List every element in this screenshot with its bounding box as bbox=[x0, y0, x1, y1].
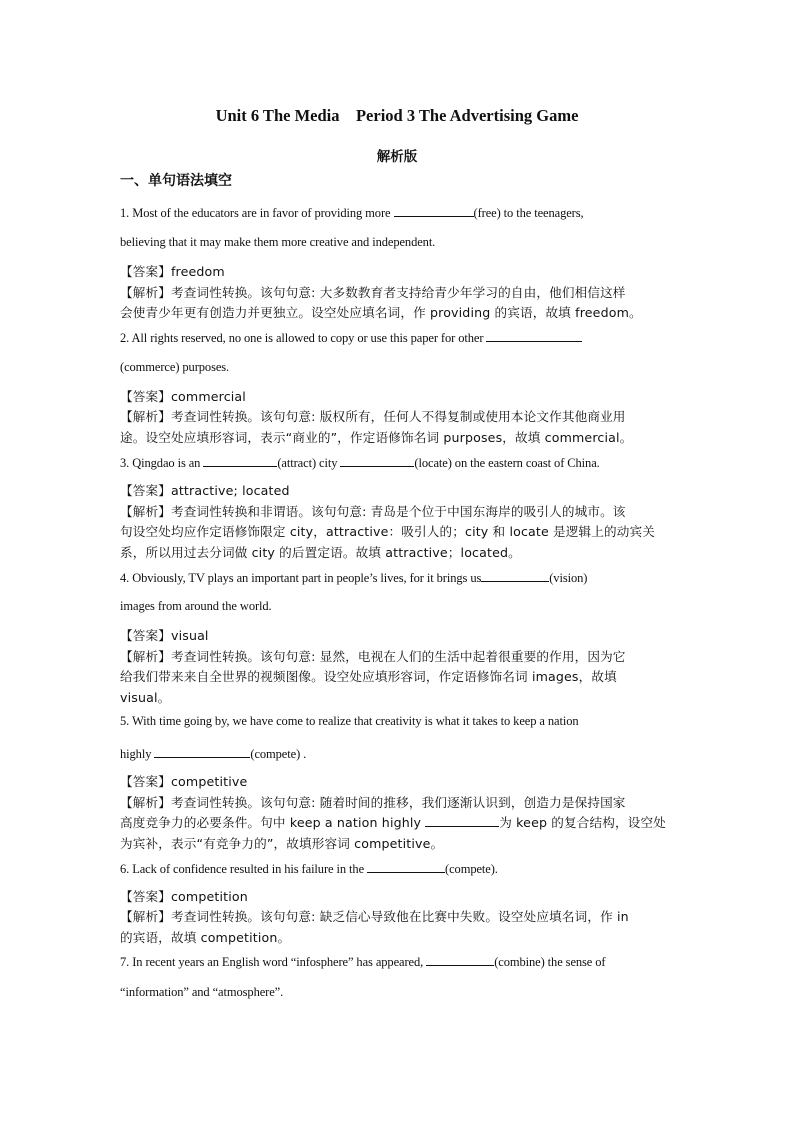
explanation-5-line2 bbox=[120, 812, 680, 831]
answer-5: 【答案】competitive bbox=[120, 774, 248, 789]
answer-6: 【答案】competition bbox=[120, 889, 248, 904]
question-4 bbox=[120, 569, 680, 586]
question-4-text-cont: (vision) bbox=[549, 571, 588, 585]
answer-4: 【答案】visual bbox=[120, 628, 209, 643]
question-1 bbox=[120, 204, 680, 221]
question-2 bbox=[120, 329, 680, 346]
explanation-4-line2: 给我们带来来自全世界的视频图像。设空处应填形容词，作定语修饰名词 images，故填 bbox=[120, 669, 617, 684]
question-3 bbox=[120, 454, 680, 471]
answer-blank bbox=[486, 329, 582, 342]
answer-1: 【答案】freedom bbox=[120, 264, 225, 279]
explanation-6-line1: 【解析】考查词性转换。该句句意: 缺乏信心导致他在比赛中失败。设空处应填名词，作 in bbox=[120, 909, 629, 924]
answer-blank bbox=[154, 745, 250, 758]
question-4-line2: images from around the world. bbox=[120, 599, 272, 613]
explanation-2-line2: 途。设空处应填形容词，表示“商业的”，作定语修饰名词 purposes，故填 commercial。 bbox=[120, 430, 633, 445]
explanation-1-line1: 【解析】考查词性转换。该句句意: 大多数教育者支持给青少年学习的自由，他们相信这样 bbox=[120, 285, 626, 300]
question-3-text-end: (locate) on the eastern coast of China. bbox=[414, 456, 600, 470]
answer-blank bbox=[367, 860, 445, 873]
answer-2: 【答案】commercial bbox=[120, 389, 246, 404]
page-title: Unit 6 The Media Period 3 The Advertising Game bbox=[215, 106, 579, 125]
question-7-line2: “information” and “atmosphere”. bbox=[120, 985, 284, 999]
explanation-4-line1: 【解析】考查词性转换。该句句意: 显然，电视在人们的生活中起着很重要的作用，因为它 bbox=[120, 649, 626, 664]
question-5-line2 bbox=[120, 745, 680, 762]
explanation-6-line2: 的宾语，故填 competition。 bbox=[120, 930, 291, 945]
question-2-text: 2. All rights reserved, no one is allowed to copy or use this paper for other bbox=[120, 331, 487, 345]
explanation-5-text: 高度竞争力的必要条件。句中 keep a nation highly bbox=[120, 815, 426, 830]
question-3-text: 3. Qingdao is an bbox=[120, 456, 204, 470]
question-1-line2: believing that it may make them more creative and independent. bbox=[120, 235, 436, 249]
answer-blank bbox=[394, 204, 474, 217]
explanation-3-line2: 句设空处均应作定语修饰限定 city，attractive：吸引人的；city 和 locate 是逻辑上的动宾关 bbox=[120, 524, 655, 539]
explanation-1-line2: 会使青少年更有创造力并更独立。设空处应填名词，作 providing 的宾语，故填 freedom。 bbox=[120, 305, 642, 320]
question-7 bbox=[120, 953, 680, 970]
question-5: 5. With time going by, we have come to realize that creativity is what it takes to keep a nation bbox=[120, 714, 579, 728]
question-6-text-cont: (compete). bbox=[445, 862, 498, 876]
question-5-text-cont: (compete) . bbox=[250, 747, 307, 761]
answer-blank bbox=[426, 953, 494, 966]
question-3-text-cont: (attract) city bbox=[277, 456, 341, 470]
explanation-3-line3: 系，所以用过去分词做 city 的后置定语。故填 attractive；located。 bbox=[120, 545, 521, 560]
page-subtitle: 解析版 bbox=[376, 149, 418, 165]
answer-blank bbox=[481, 569, 549, 582]
answer-blank bbox=[203, 454, 277, 467]
explanation-5-line3: 为宾补，表示“有竞争力的”，故填形容词 competitive。 bbox=[120, 836, 444, 851]
question-1-text: 1. Most of the educators are in favor of providing more bbox=[120, 206, 394, 220]
question-7-text-cont: (combine) the sense of bbox=[494, 955, 606, 969]
question-6 bbox=[120, 860, 680, 877]
answer-3: 【答案】attractive; located bbox=[120, 483, 290, 498]
explanation-2-line1: 【解析】考查词性转换。该句句意: 版权所有，任何人不得复制或使用本论文作其他商业用 bbox=[120, 409, 626, 424]
question-5-text: highly bbox=[120, 747, 155, 761]
question-1-text-cont: (free) to the teenagers, bbox=[473, 206, 584, 220]
explanation-5-line1: 【解析】考查词性转换。该句句意: 随着时间的推移，我们逐渐认识到，创造力是保持国家 bbox=[120, 795, 626, 810]
answer-blank bbox=[340, 454, 414, 467]
explanation-4-line3: visual。 bbox=[120, 690, 171, 705]
explanation-3-line1: 【解析】考查词性转换和非谓语。该句句意: 青岛是个位于中国东海岸的吸引人的城市。该 bbox=[120, 504, 626, 519]
section-heading: 一、单句语法填空 bbox=[120, 173, 232, 189]
question-7-text: 7. In recent years an English word “infosphere” has appeared, bbox=[120, 955, 427, 969]
question-6-text: 6. Lack of confidence resulted in his failure in the bbox=[120, 862, 368, 876]
question-2-line2: (commerce) purposes. bbox=[120, 360, 230, 374]
question-4-text: 4. Obviously, TV plays an important part in people’s lives, for it brings us bbox=[120, 571, 482, 585]
explanation-5-text-cont: 为 keep 的复合结构，设空处 bbox=[499, 815, 666, 830]
answer-blank bbox=[425, 814, 499, 827]
